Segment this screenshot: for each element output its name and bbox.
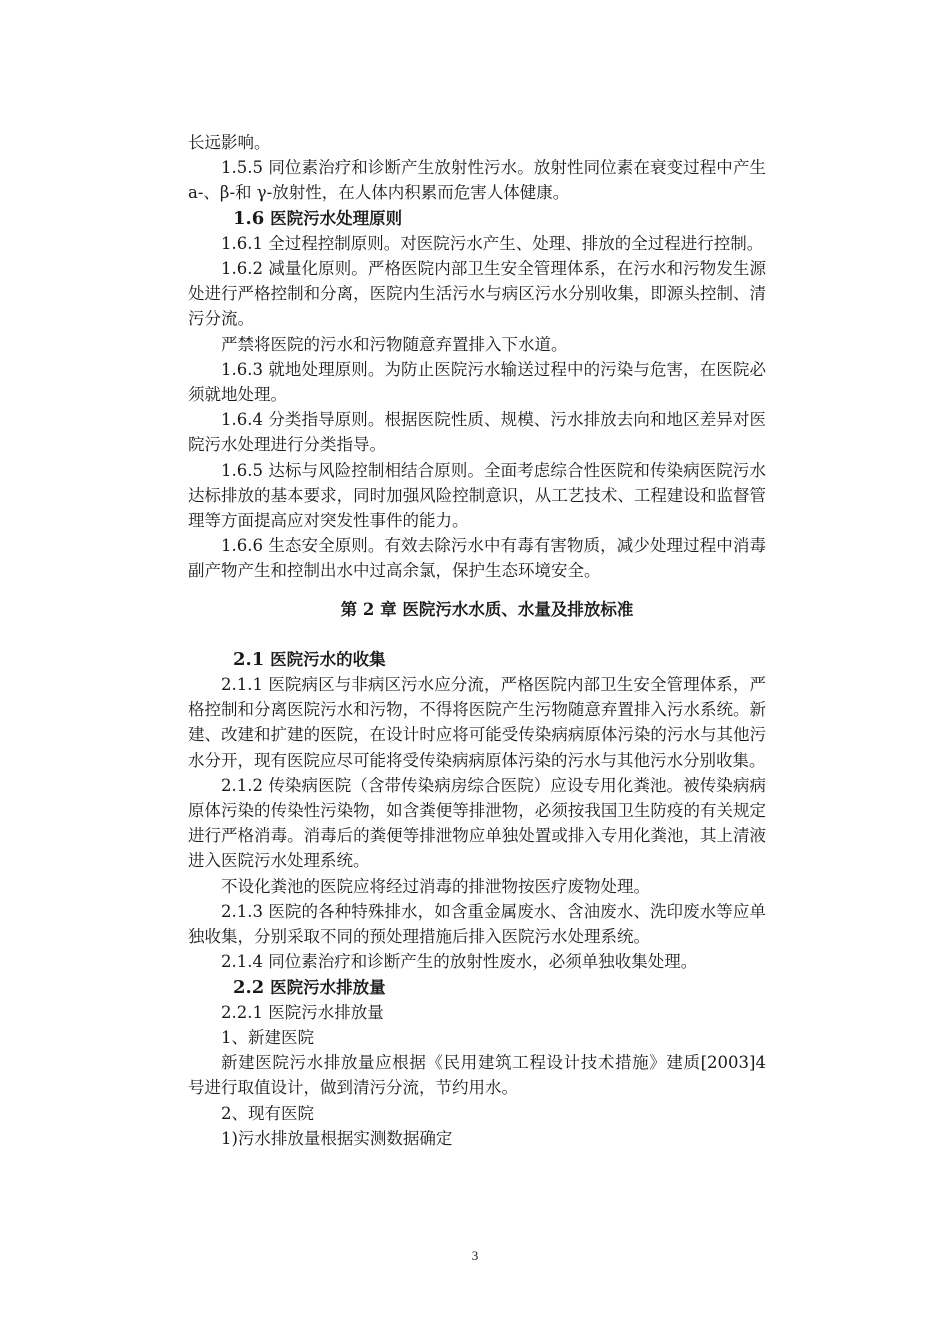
chapter-heading: 第 2 章 医院污水水质、水量及排放标准 [340, 599, 634, 619]
paragraph-2-2-1: 2.2.1 医院污水排放量 [221, 1002, 384, 1022]
paragraph-2-1-3: 2.1.3 医院的各种特殊排水，如含重金属废水、含油废水、洗印废水等应单独收集，分别采取不同的预处理措施后排入医院污水处理系统。 [188, 901, 766, 947]
page-body [188, 130, 766, 1151]
paragraph-1-6-6: 1.6.6 生态安全原则。有效去除污水中有毒有害物质，减少处理过程中消毒副产物产生和控制出水中过高余氯，保护生态环境安全。 [188, 536, 766, 581]
paragraph: 新建医院污水排放量应根据《民用建筑工程设计技术措施》建质[2003]4 号进行取值设计，做到清污分流，节约用水。 [188, 1053, 766, 1098]
paragraph-2-1-1: 2.1.1 医院病区与非病区污水应分流，严格医院内部卫生安全管理体系，严格控制和分离医院污水和污物，不得将医院产生污物随意弃置排入污水系统。新建、改建和扩建的医院，在设计时应将可能受传染病病原体污染的污水与其他污水分开，现有医院应尽可能将受传染病病原体污染的污水与其他污水分别收集。 [188, 675, 766, 770]
paragraph: 严禁将医院的污水和污物随意弃置排入下水道。 [221, 334, 568, 354]
section-number: 2.1 [233, 648, 265, 670]
paragraph-2-1-4: 2.1.4 同位素治疗和诊断产生的放射性废水，必须单独收集处理。 [221, 952, 698, 972]
section-title: 医院污水排放量 [270, 977, 386, 997]
list-item: 2、现有医院 [221, 1103, 314, 1123]
paragraph-1-6-3: 1.6.3 就地处理原则。为防止医院污水输送过程中的污染与危害，在医院必须就地处理。 [188, 359, 766, 405]
section-heading-1-6 [188, 206, 766, 231]
paragraph-1-6-5: 1.6.5 达标与风险控制相结合原则。全面考虑综合性医院和传染病医院污水达标排放的基本要求，同时加强风险控制意识，从工艺技术、工程建设和监督管理等方面提高应对突发性事件的能力。 [188, 460, 766, 531]
paragraph: 长远影响。 [188, 133, 271, 152]
section-number: 2.2 [233, 976, 265, 998]
paragraph-1-6-1: 1.6.1 全过程控制原则。对医院污水产生、处理、排放的全过程进行控制。 [221, 233, 764, 253]
paragraph-1-6-4: 1.6.4 分类指导原则。根据医院性质、规模、污水排放去向和地区差异对医院污水处理进行分类指导。 [188, 410, 766, 455]
paragraph-2-1-2: 2.1.2 传染病医院（含带传染病房综合医院）应设专用化粪池。被传染病病原体污染的传染性污染物，如含粪便等排泄物，必须按我国卫生防疫的有关规定进行严格消毒。消毒后的粪便等排泄物应单独处置或排入专用化粪池，其上清液进入医院污水处理系统。 [188, 775, 766, 871]
page-number: 3 [471, 1248, 479, 1263]
section-title: 医院污水处理原则 [270, 208, 403, 228]
section-heading-2-1 [188, 647, 766, 672]
paragraph-1-6-2: 1.6.2 减量化原则。严格医院内部卫生安全管理体系，在污水和污物发生源处进行严格控制和分离，医院内生活污水与病区污水分别收集，即源头控制、清污分流。 [188, 259, 766, 329]
paragraph-1-5-5: 1.5.5 同位素治疗和诊断产生放射性污水。放射性同位素在衰变过程中产生 a-、β-和 γ-放射性，在人体内积累而危害人体健康。 [188, 158, 766, 203]
paragraph: 不设化粪池的医院应将经过消毒的排泄物按医疗废物处理。 [221, 876, 650, 896]
section-number: 1.6 [233, 207, 265, 229]
section-heading-2-2 [188, 975, 766, 1000]
list-item: 1、新建医院 [221, 1027, 314, 1047]
section-title: 医院污水的收集 [270, 649, 386, 669]
list-item: 1)污水排放量根据实测数据确定 [221, 1128, 453, 1148]
